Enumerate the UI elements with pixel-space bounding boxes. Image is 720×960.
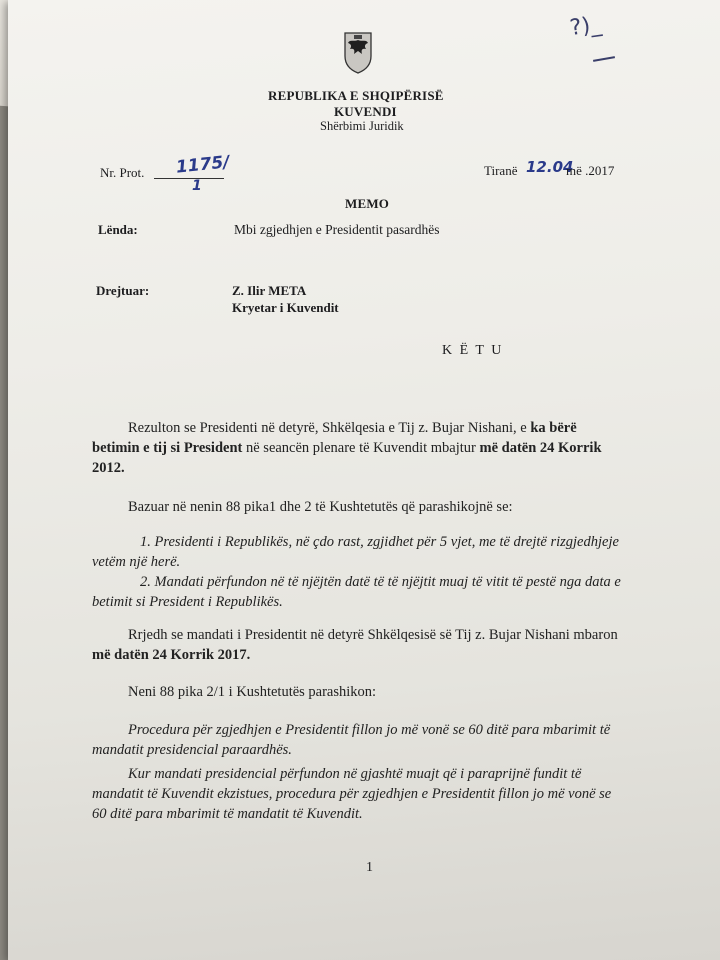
p1-text-c: në seancën plenare të Kuvendit mbajtur [242, 440, 480, 456]
protocol-number: 1175/ [175, 152, 231, 178]
quote-procedure-parliament-end: Kur mandati presidencial përfundon në gjashtë muajt që i paraprijnë fundit të mandatit të Kuvendit ekzistues, procedura për zgjedhjen e Presidentit fillon jo më vonë se 60 ditë para mbarimit të mandatit të Kuvendit. [92, 766, 612, 822]
department-heading: Shërbimi Juridik [320, 119, 404, 133]
institution-heading: KUVENDI [334, 104, 397, 119]
addressee-title: Kryetar i Kuvendit [232, 300, 339, 315]
memo-title: MEMO [345, 196, 390, 211]
paragraph-basis: Bazuar në nenin 88 pika1 dhe 2 të Kushtetutës që parashikojnë se: [128, 499, 513, 515]
ketu-line: K Ë T U [442, 343, 504, 358]
paragraph-article-88-2-1: Neni 88 pika 2/1 i Kushtetutës parashikon: [128, 684, 377, 700]
p3-bold-date: më datën 24 Korrik 2017. [92, 647, 251, 663]
p1-text-a: Rezulton se Presidenti në detyrë, Shkëlqesia e Tij z. Bujar Nishani, e [128, 420, 531, 436]
paragraph-inauguration [92, 418, 622, 478]
corner-handwritten-mark: ?)_ [568, 11, 603, 42]
addressee-label: Drejtuar: [96, 283, 150, 298]
p3-text-a: Rrjedh se mandati i Presidentit në detyrë Shkëlqesisë së Tij z. Bujar Nishani mbaron [128, 627, 618, 643]
corner-mark-dash [593, 56, 615, 62]
date-place: Tiranë [484, 163, 518, 178]
memo-page [8, 0, 720, 960]
protocol-label: Nr. Prot. [100, 165, 145, 180]
date-handwritten: 12.04 [526, 158, 574, 176]
date-suffix: më .2017 [566, 163, 615, 178]
p1-bold-date: më datën 24 Korrik 2012. [92, 440, 602, 476]
subject-label: Lënda: [98, 222, 138, 237]
p1-bold-oath: ka bërë betimin e tij si President [92, 420, 577, 456]
protocol-underline [154, 178, 224, 179]
subject-value: Mbi zgjedhjen e Presidentit pasardhës [234, 222, 440, 237]
quote-article-88-1: 1. Presidenti i Republikës, në çdo rast, zgjidhet për 5 vjet, me të drejtë rizgjedhjeje vetëm një herë. [92, 534, 619, 570]
paragraph-mandate-end [92, 625, 622, 665]
protocol-sub-number: 1 [192, 178, 202, 194]
page-number: 1 [366, 860, 373, 875]
addressee-name: Z. Ilir META [232, 283, 307, 298]
quote-article-88-2: 2. Mandati përfundon në të njëjtën datë të të njëjtit muaj të vitit të pestë nga data e betimit si President i Republikës. [92, 574, 621, 610]
coat-of-arms-emblem [341, 30, 375, 74]
country-heading: REPUBLIKA E SHQIPËRISË [268, 88, 444, 103]
quote-procedure-60-days: Procedura për zgjedhjen e Presidentit fillon jo më vonë se 60 ditë para mbarimit të mandatit presidencial paraardhës. [92, 722, 611, 758]
